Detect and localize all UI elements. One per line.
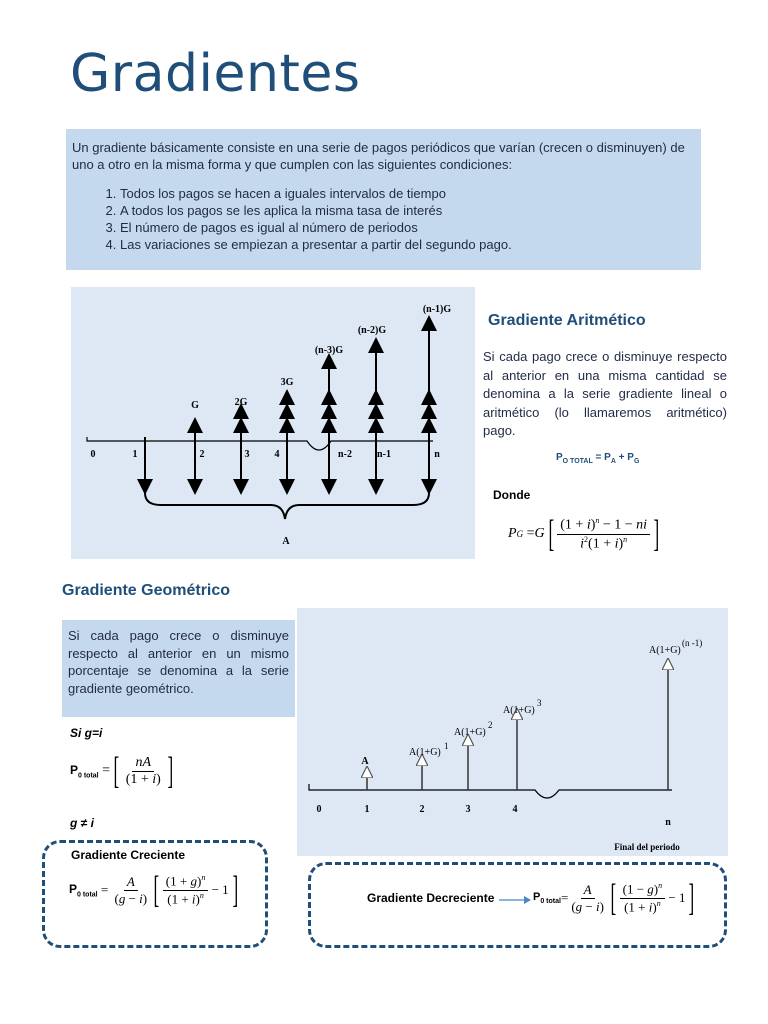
arithmetic-cashflow-diagram <box>71 287 475 559</box>
donde-label: Donde <box>493 488 531 502</box>
period-end-label: Final del periodo <box>614 842 680 852</box>
axis-label-1: 1 <box>132 449 138 460</box>
label-3g: 3G <box>280 377 294 388</box>
label-a: A <box>361 756 369 767</box>
label-a1g-1: A(1+G) <box>409 747 441 758</box>
intro-box <box>66 129 701 270</box>
list-item: 4. Las variaciones se empiezan a presentar a partir del segundo pago. <box>120 236 695 253</box>
arithmetic-heading: Gradiente Aritmético <box>488 312 646 329</box>
page-title: Gradientes <box>70 44 361 104</box>
geometric-description-box <box>62 620 295 717</box>
geometric-description: Si cada pago crece o disminuye respecto al anterior en un mismo porcentaje se denomina a la serie gradiente geométrico. <box>68 628 289 696</box>
case-equal-label: Si g=i <box>70 726 103 740</box>
conditions-list <box>72 185 695 253</box>
label-n2g: (n-2)G <box>357 325 387 336</box>
axis-label-4: 4 <box>512 804 518 815</box>
axis-label-3: 3 <box>244 449 250 460</box>
exp-1: 1 <box>444 741 449 751</box>
decreasing-gradient-formula: $P_{0 total}$ = $\frac{A}{(g - i)}$ [ $\frac{(1 - g)^n}{(1 + i)^n}$ − 1 ] <box>533 877 695 919</box>
label-a1g-3: A(1+G) <box>503 705 535 716</box>
intro-text: Un gradiente básicamente consiste en una serie de pagos periódicos que varían (crecen o disminuyen) de uno a otro en la misma forma y que cumplen con las siguientes condiciones: <box>72 140 685 172</box>
list-item: 3. El número de pagos es igual al número de periodos <box>120 219 695 236</box>
axis-label-0: 0 <box>90 449 96 460</box>
axis-label-n: n <box>434 449 440 460</box>
geometric-cashflow-diagram <box>297 608 728 856</box>
growing-gradient-formula: $P_{0 total}$ = $\frac{A}{(g - i)}$ [ $\frac{(1 + g)^n}{(1 + i)^n}$ − 1 ] <box>69 869 238 911</box>
axis-label-3: 3 <box>465 804 471 815</box>
list-item: 2. A todos los pagos se les aplica la misma tasa de interés <box>120 202 695 219</box>
time-axis <box>309 784 672 798</box>
arithmetic-diagram-panel <box>71 287 475 559</box>
exp-n: (n -1) <box>682 638 703 648</box>
label-g: G <box>191 400 199 411</box>
growing-gradient-label: Gradiente Creciente <box>71 848 186 862</box>
label-a1g-2: A(1+G) <box>454 727 486 738</box>
geometric-heading: Gradiente Geométrico <box>62 582 231 599</box>
arith-total-formula: $P_{O TOTAL} = P_A + P_G$ <box>556 452 640 465</box>
axis-label-0: 0 <box>316 804 322 815</box>
label-n3g: (n-3)G <box>314 345 344 356</box>
brace <box>145 493 429 519</box>
label-a1g-n: A(1+G) <box>649 645 681 656</box>
axis-label-n2: n-2 <box>338 449 352 460</box>
axis-label-4: 4 <box>274 449 280 460</box>
case-diff-label: g ≠ i <box>70 816 94 830</box>
axis-label-2: 2 <box>199 449 205 460</box>
list-item: 1. Todos los pagos se hacen a iguales intervalos de tiempo <box>120 185 695 202</box>
geometric-diagram-panel <box>297 608 728 856</box>
axis-label-n1: n-1 <box>377 449 391 460</box>
axis-label-1: 1 <box>364 804 370 815</box>
axis-label-2: 2 <box>419 804 425 815</box>
arithmetic-description: Si cada pago crece o disminuye respecto al anterior en una misma cantidad se denomina a la serie gradiente lineal o aritmético (lo llamaremos aritmético) pago. <box>483 349 727 438</box>
axis-label-n: n <box>665 817 671 828</box>
decreasing-gradient-box <box>308 862 727 948</box>
brace-label-a: A <box>282 536 290 547</box>
exp-3: 3 <box>537 698 542 708</box>
label-n1g: (n-1)G <box>422 304 452 315</box>
label-2g: 2G <box>234 397 248 408</box>
decreasing-gradient-label: Gradiente Decreciente <box>367 891 495 905</box>
exp-2: 2 <box>488 720 493 730</box>
case-equal-formula: $P_{0 total}$ = [ $\frac{nA}{(1 + i)}$ ] <box>70 750 174 792</box>
growing-gradient-box <box>42 840 268 948</box>
arrow-right-icon <box>498 895 532 905</box>
pg-formula: P G = G [ $\frac{(1 + i)^n - 1 - ni}{i^2(1 + i)^n}$ ] <box>508 513 660 555</box>
